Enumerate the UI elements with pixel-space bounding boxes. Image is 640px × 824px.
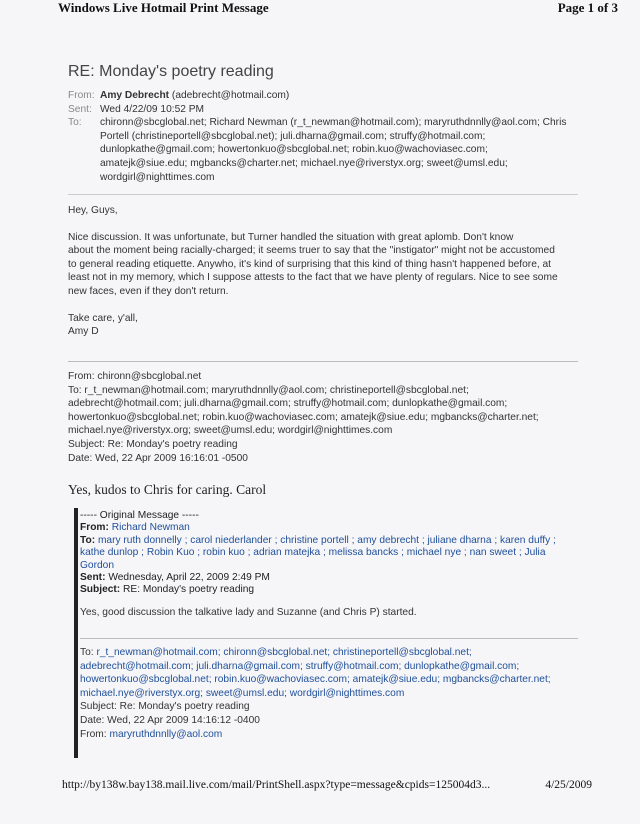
forwarded-header-1 <box>68 370 583 465</box>
sender-address: (adebrecht@hotmail.com) <box>171 90 290 101</box>
sent-date: Wed 4/22/09 10:52 PM <box>100 103 205 115</box>
fwd2-subject: Subject: Re: Monday's poetry reading <box>80 701 250 713</box>
reply-message: Yes, kudos to Chris for caring. Carol <box>68 482 267 497</box>
original-message <box>80 510 580 619</box>
recipient-line: Portell (christineportell@sbcglobal.net); juli.dharna@gmail.com; struffy@hotmail.com; <box>100 130 486 142</box>
closing: Take care, y'all, <box>68 312 138 324</box>
recipients <box>100 116 566 184</box>
original-subject: Subject: RE: Monday's poetry reading <box>80 584 255 596</box>
original-recipient-links[interactable]: Gordon <box>80 559 114 571</box>
from-label: From: <box>68 90 95 101</box>
body-line: Nice discussion. It was unfortunate, but Turner handled the situation with great aplomb. Don't know <box>68 231 514 243</box>
original-to: To: mary ruth donnelly ; carol niederlander ; christine portell ; amy debrecht ; juliane dharna ; karen duffy ; <box>80 534 556 546</box>
email-meta <box>68 89 588 184</box>
fwd2-from: From: maryruthdnnlly@aol.com <box>80 728 223 740</box>
fwd2-date: Date: Wed, 22 Apr 2009 14:16:12 -0400 <box>80 714 260 726</box>
fwd-line: To: r_t_newman@hotmail.com; maryruthdnnlly@aol.com; christineportell@sbcglobal.net; <box>68 384 469 396</box>
sign-off <box>68 312 583 339</box>
quote-bar <box>74 508 78 758</box>
divider <box>68 361 578 362</box>
original-text: Yes, good discussion the talkative lady and Suzanne (and Chris P) started. <box>80 606 417 618</box>
email-subject: RE: Monday's poetry reading <box>68 63 274 80</box>
original-sender-link[interactable]: Richard Newman <box>111 522 190 534</box>
greeting: Hey, Guys, <box>68 205 118 216</box>
footer-url: http://by138w.bay138.mail.live.com/mail/PrintShell.aspx?type=message&cpids=125004d3... <box>62 779 491 791</box>
print-title: Windows Live Hotmail Print Message <box>58 0 269 15</box>
fwd2-recipient-links[interactable]: adebrecht@hotmail.com; juli.dharna@gmail.com; struffy@hotmail.com; dunlopkathe@gmail.com; <box>80 660 520 672</box>
sender-name[interactable]: Amy Debrecht <box>100 90 170 101</box>
fwd-line: Date: Wed, 22 Apr 2009 16:16:01 -0500 <box>68 452 248 464</box>
original-heading: ----- Original Message ----- <box>80 510 199 521</box>
recipient-line: dunlopkathe@gmail.com; howertonkuo@sbcglobal.net; robin.kuo@wachoviasec.com; <box>100 144 488 156</box>
forwarded-header-2 <box>80 646 580 741</box>
recipient-line: wordgirl@nighttimes.com <box>100 171 215 183</box>
body-line: about the moment being racially-charged; it seems truer to say that the "instigator" might not be accustomed <box>68 245 555 257</box>
fwd2-recipient-links[interactable]: howertonkuo@sbcglobal.net; robin.kuo@wachoviasec.com; amatejk@siue.edu; mgbancks@charter.net; <box>80 674 551 686</box>
print-header <box>0 0 640 16</box>
body-paragraph <box>68 231 583 299</box>
footer-date: 4/25/2009 <box>545 779 592 791</box>
body-line: least not in my memory, which I suppose attests to the fact that we have plenty of regulars. Nice to see some <box>68 272 558 284</box>
fwd2-to: To: r_t_newman@hotmail.com; chironn@sbcglobal.net; christineportell@sbcglobal.net; <box>80 647 472 658</box>
fwd-line: michael.nye@riverstyx.org; sweet@umsl.edu; wordgirl@nighttimes.com <box>68 425 393 437</box>
body-line: to general reading etiquette. Anywho, it's kind of surprising that this kind of thing hasn't happened before, at <box>68 258 552 270</box>
fwd-line: Subject: Re: Monday's poetry reading <box>68 438 238 450</box>
original-sent: Sent: Wednesday, April 22, 2009 2:49 PM <box>80 572 270 584</box>
original-recipient-links[interactable]: kathe dunlop ; Robin Kuo ; robin kuo ; adrian matejka ; melissa bancks ; michael nye ; nan sweet ; Julia <box>80 547 546 559</box>
signature: Amy D <box>68 326 99 338</box>
to-label: To: <box>68 117 82 129</box>
original-recipient-links[interactable]: mary ruth donnelly ; carol niederlander ; christine portell ; amy debrecht ; juliane dharna ; karen duffy ; <box>97 534 556 546</box>
message-body <box>68 204 583 352</box>
fwd-line: From: chironn@sbcglobal.net <box>68 371 202 382</box>
fwd2-recipient-links[interactable]: r_t_newman@hotmail.com; chironn@sbcglobal.net; christineportell@sbcglobal.net; <box>96 647 472 658</box>
body-line: new faces, even if they don't return. <box>68 285 229 297</box>
sent-label: Sent: <box>68 103 92 115</box>
fwd2-sender-link[interactable]: maryruthdnnlly@aol.com <box>109 728 223 740</box>
divider <box>80 638 578 639</box>
fwd2-recipient-links[interactable]: michael.nye@riverstyx.org; sweet@umsl.edu; wordgirl@nighttimes.com <box>80 687 405 699</box>
recipient-line: chironn@sbcglobal.net; Richard Newman (r_t_newman@hotmail.com); maryruthdnnlly@aol.com; Chris <box>100 117 567 129</box>
recipient-line: amatejk@siue.edu; mgbancks@charter.net; michael.nye@riverstyx.org; sweet@umsl.edu; <box>100 157 508 169</box>
divider <box>68 194 578 195</box>
original-from: From: Richard Newman <box>80 522 190 534</box>
page-number: Page 1 of 3 <box>557 0 618 15</box>
fwd-line: howertonkuo@sbcglobal.net; robin.kuo@wachoviasec.com; amatejk@siue.edu; mgbancks@charter.net; <box>68 411 539 423</box>
print-footer <box>62 779 592 791</box>
fwd-line: adebrecht@hotmail.com; juli.dharna@gmail.com; struffy@hotmail.com; dunlopkathe@gmail.com; <box>68 398 508 410</box>
